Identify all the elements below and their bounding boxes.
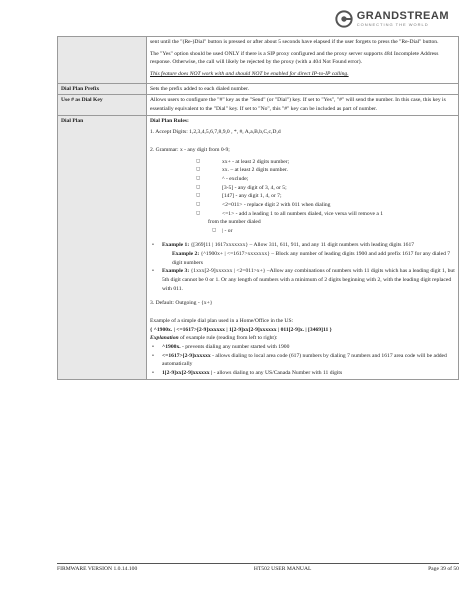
page-number: Page 39 of 50 <box>428 566 459 572</box>
grammar-item: ◻ <2=011> - replace digit 2 with 011 when dialing <box>196 200 331 208</box>
warning-note: This feature does NOT work with and should NOT be enabled for direct IP-to-IP calling. <box>150 70 349 77</box>
paragraph: The "Yes" option should be used ONLY if there is a SIP proxy configured and the proxy server supports 484 Incomplete Address response. Otherwise, the call will likely be rejected by the proxy (with a 404 Not Found error). <box>150 50 439 66</box>
checkbox-icon: ◻ <box>196 192 201 199</box>
checkbox-icon: ◻ <box>196 157 201 164</box>
settings-table <box>57 36 459 380</box>
grandstream-logo-icon <box>335 10 353 28</box>
explanation-item: • <=1617>[2-9]xxxxxx - allows dialing to local area code (617) numbers by dialing 7 numbers and 1617 area code will be added automatically <box>152 352 447 368</box>
checkbox-icon: ◻ <box>212 226 217 233</box>
explanation-item: • 1[2-9]xx[2-9]xxxxxx | - allows dialing to any US/Canada Number with 11 digits <box>152 370 343 376</box>
grammar-item: ◻ [3-5] - any digit of 3, 4, or 5; <box>196 183 287 191</box>
example-item: • Example 1: {[369]11 | 1617xxxxxxx} – Allow 311, 611, 911, and any 11 digit numbers with leading digits 1617 <box>152 242 415 249</box>
table-row <box>58 115 459 379</box>
example-item: • Example 3: {1xxx[2-9]xxxxxx | <2=011>x+} –Allow any combinations of numbers with 11 digits which has a leading digit 1, but 5th digit cannot be 0 or 1. Or any length of numbers with a minimum of 2 digits beginning with 2, with the leading digit replaced with 011. <box>152 268 455 292</box>
checkbox-icon: ◻ <box>196 174 201 181</box>
section-heading: Dial Plan Rules: <box>150 117 189 124</box>
row-description <box>147 37 459 84</box>
example-item: Example 2: {^1900x+ | <=1617>xxxxxxx} – Block any number of leading digits 1900 and add prefix 1617 for any dialed 7 digit numbers <box>172 251 451 266</box>
row-label <box>58 37 147 84</box>
explanation-item: • ^1900x. - prevents dialing any number started with 1900 <box>152 344 290 351</box>
explanation-heading: Explanation of example rule (reading from left to right): <box>150 335 278 342</box>
firmware-version: FIRMWARE VERSION 1.0.14.100 <box>57 566 138 572</box>
paragraph: Example of a simple dial plan used in a Home/Office in the US: <box>150 318 294 325</box>
grammar-continuation: from the number dialed <box>208 219 261 226</box>
row-label: Dial Plan Prefix <box>58 83 147 95</box>
paragraph: sent until the "(Re-)Dial" button is pressed or after about 5 seconds have elapsed if the user forgets to press the "Re-Dial" button. <box>150 39 439 45</box>
checkbox-icon: ◻ <box>196 200 201 207</box>
row-label: Dial Plan <box>58 115 147 379</box>
table-row <box>58 83 459 95</box>
page-footer <box>57 563 459 572</box>
grandstream-logo <box>335 10 449 28</box>
checkbox-icon: ◻ <box>196 209 201 216</box>
row-description <box>147 115 459 379</box>
grammar-item: ◻ <=1> - add a leading 1 to all numbers dialed, vice versa will remove a 1 <box>196 209 384 217</box>
table-row <box>58 95 459 115</box>
dial-plan-example: { ^1900x. | <=1617>[2-9]xxxxxx | 1[2-9]xx[2-9]xxxxxx | 011[2-9]x. | [3469]11 } <box>150 326 332 333</box>
row-description: Allows users to configure the "#" key as the "Send" (or "Dial") key. If set to "Yes", "#" will send the number. In this case, this key is essentially equivalent to the "Dial" key. If set to "No", this "#" key can be included as part of number. <box>147 95 459 115</box>
grammar-item: ◻ [147] - any digit 1, 4, or 7; <box>196 192 282 200</box>
grammar-item: ◻ xx. – at least 2 digits number. <box>196 166 288 174</box>
grammar-item: ◻ | - or <box>212 226 233 234</box>
rule-item: 2. Grammar: x - any digit from 0-9; <box>150 146 230 153</box>
logo-name: GRANDSTREAM <box>356 10 449 22</box>
manual-title: HT502 USER MANUAL <box>253 566 312 572</box>
logo-tagline: CONNECTING THE WORLD <box>356 22 429 27</box>
rule-item: 3. Default: Outgoing - {x+} <box>150 300 213 307</box>
grammar-item: ◻ ^ - exclude; <box>196 174 249 182</box>
checkbox-icon: ◻ <box>196 183 201 190</box>
row-description: Sets the prefix added to each dialed number. <box>147 83 459 95</box>
table-row <box>58 37 459 84</box>
grammar-item: ◻ xx+ - at least 2 digits number; <box>196 157 290 165</box>
row-label: Use # as Dial Key <box>58 95 147 115</box>
rule-item: 1. Accept Digits: 1,2,3,4,5,6,7,8,9,0 , *, #, A,a,B,b,C,c,D,d <box>150 129 281 136</box>
checkbox-icon: ◻ <box>196 166 201 173</box>
